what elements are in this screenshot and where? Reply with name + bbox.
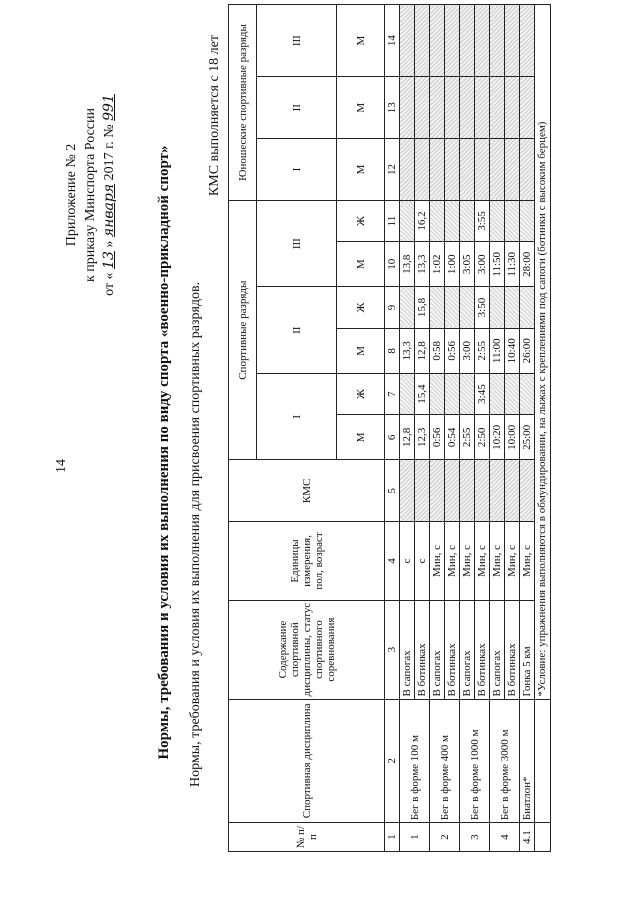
handwritten-number: 991 <box>101 94 117 121</box>
appendix-block <box>62 45 119 345</box>
header-rank-3: III <box>257 200 337 287</box>
table-row: В ботинках Мин, с 10:00 10:40 11:30 <box>505 5 520 852</box>
column-index-row: 1 2 3 4 5 6 7 8 9 10 11 12 13 14 <box>385 5 400 852</box>
handwritten-month: января <box>101 183 117 238</box>
table-row: 1 Бег в форме 100 м В сапогах с 12,8 13,3 13,8 <box>400 5 415 852</box>
header-units: Единицы измерения, пол, возраст <box>229 522 385 600</box>
footnote-row <box>535 5 551 852</box>
table-row: 4 Бег в форме 3000 м В сапогах Мин, с 10:20 11:00 11:50 <box>490 5 505 852</box>
header-num: № п/п <box>229 823 385 852</box>
norms-table: № п/п Спортивная дисциплина Содержание спортивной дисциплины, статус спортивного соревнования Единицы измерения, пол, возраст КМС Спортивные разряды Юношеские спортивные разряды I II III I II III М Ж М Ж М Ж М М М 1 2 3 4 5 6 7 8 9 10 11 12 13 14 1 Бег в форме 100 м В сапогах с 12,8 13,3 13,8 В ботинках с 12,3 15,4 12,8 15,8 13,3 16,2 2 Бег в форме 400 м В сапогах Мин, с 0:56 0:58 1:02 В ботинках Мин, с 0:54 0:56 1:00 3 Бег в форме 1000 м В сапогах Мин, с 2:55 3:00 3:05 В ботинках Мин, с 2:50 3:45 2:55 3:50 3:00 3:55 4 Бег в форме 3000 м В сапогах Мин, с 10:20 11:00 11:50 В ботинках Мин, с 10:00 10:40 11:30 4.1 Биатлон* Гонка 5 км Мин, с 25:00 26:00 28:00 *Условие: упражнения выполняются в обмундировании, на лыжах с креплениями под сапоги (ботинки с высоким берцем) <box>228 4 551 852</box>
header-discipline: Спортивная дисциплина <box>229 699 385 823</box>
header-kms: КМС <box>229 460 385 522</box>
document-title: Нормы, требования и условия их выполнения по виду спорта «военно-прикладной спорт» <box>156 145 172 760</box>
table-row: 3 Бег в форме 1000 м В сапогах Мин, с 2:55 3:00 3:05 <box>460 5 475 852</box>
header-youth-ranks: Юношеские спортивные разряды <box>229 5 257 201</box>
header-rank-1: I <box>257 373 337 460</box>
header-rank-2: II <box>257 287 337 374</box>
page-number: 14 <box>54 459 69 473</box>
appendix-order: к приказу Минспорта России <box>83 108 98 282</box>
table-row: В ботинках с 12,3 15,4 12,8 15,8 13,3 16,2 <box>415 5 430 852</box>
header-content: Содержание спортивной дисциплины, статус спортивного соревнования <box>229 600 385 699</box>
table-row: 4.1 Биатлон* Гонка 5 км Мин, с 25:00 26:00 28:00 <box>520 5 535 852</box>
appendix-date: от « 13 » января 2017 г. № 991 <box>101 94 117 296</box>
table-row: 2 Бег в форме 400 м В сапогах Мин, с 0:56 0:58 1:02 <box>430 5 445 852</box>
table-row: В ботинках Мин, с 2:50 3:45 2:55 3:50 3:00 3:55 <box>475 5 490 852</box>
table-row: В ботинках Мин, с 0:54 0:56 1:00 <box>445 5 460 852</box>
document-subtitle: Нормы, требования и условия их выполнения для присвоения спортивных разрядов. <box>188 281 203 787</box>
header-youth-3: III <box>257 5 337 77</box>
handwritten-day: 13 <box>101 251 117 269</box>
header-youth-2: II <box>257 77 337 139</box>
footnote: *Условие: упражнения выполняются в обмундировании, на лыжах с креплениями под сапоги (ботинки с высоким берцем) <box>535 5 551 700</box>
appendix-title: Приложение № 2 <box>64 143 79 247</box>
header-youth-1: I <box>257 139 337 201</box>
header-sport-ranks: Спортивные разряды <box>229 200 257 460</box>
kms-note: КМС выполняется с 18 лет <box>207 35 222 197</box>
